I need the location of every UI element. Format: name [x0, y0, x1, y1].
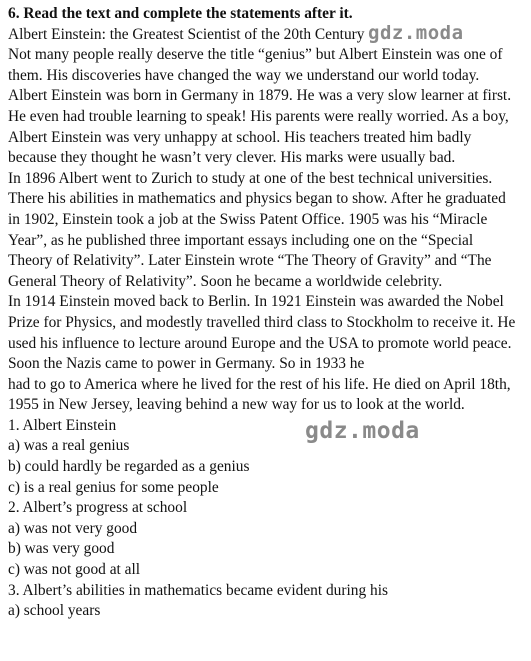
text-line: Not many people really deserve the title “genius” but Albert Einstein was one of [8, 46, 503, 64]
text-line: There his abilities in mathematics and physics began to show. After he graduated [8, 190, 506, 208]
text-line: Albert Einstein was very unhappy at school. His teachers treated him badly [8, 128, 472, 146]
text-line: General Theory of Relativity”. Soon he became a worldwide celebrity. [8, 272, 443, 290]
text-line: in 1902, Einstein took a job at the Swiss Patent Office. 1905 was his “Miracle [8, 210, 488, 228]
question-2-option-b: b) was very good [8, 540, 115, 558]
text-line: them. His discoveries have changed the way we understand our world today. [8, 66, 480, 84]
text-line: Albert Einstein was born in Germany in 1879. He was a very slow learner at first. [8, 87, 512, 105]
exercise-heading: 6. Read the text and complete the statements after it. [8, 5, 353, 22]
text-line: Year”, as he published three important essays including one on the “Special [8, 231, 474, 249]
question-3-option-a: a) school years [8, 602, 101, 620]
question-1-option-b: b) could hardly be regarded as a genius [8, 458, 250, 476]
watermark-middle: gdz.moda [305, 418, 420, 444]
question-2-option-a: a) was not very good [8, 519, 138, 537]
text-line: In 1896 Albert went to Zurich to study at one of the best technical universities. [8, 169, 493, 187]
text-line: because they thought he wasn’t very clever. His marks were usually bad. [8, 149, 456, 167]
text-line: Prize for Physics, and modestly travelled third class to Stockholm to receive it. He [8, 313, 516, 331]
text-line: Theory of Relativity”. Later Einstein wrote “The Theory of Gravity” and “The [8, 252, 492, 270]
question-2-option-c: c) was not good at all [8, 561, 141, 579]
text-line: 1955 in New Jersey, leaving behind a new way for us to look at the world. [8, 396, 465, 414]
article-title: Albert Einstein: the Greatest Scientist of the 20th Century [8, 25, 365, 43]
question-1-stem: 1. Albert Einstein [8, 416, 117, 434]
question-1-option-a: a) was a real genius [8, 437, 130, 455]
text-line: had to go to America where he lived for the rest of his life. He died on April 18th, [8, 375, 511, 393]
watermark-top: gdz.moda [368, 22, 464, 44]
exercise-page [8, 4, 524, 622]
text-line: In 1914 Einstein moved back to Berlin. In 1921 Einstein was awarded the Nobel [8, 293, 504, 311]
text-line: He even had trouble learning to speak! His parents were really worried. As a boy, [8, 107, 509, 125]
question-1-option-c: c) is a real genius for some people [8, 478, 219, 496]
text-line: Soon the Nazis came to power in Germany. So in 1933 he [8, 355, 365, 373]
question-3-stem: 3. Albert’s abilities in mathematics became evident during his [8, 581, 388, 599]
text-body [8, 45, 524, 622]
text-line: used his influence to lecture around Europe and the USA to promote world peace. [8, 334, 512, 352]
question-2-stem: 2. Albert’s progress at school [8, 499, 188, 517]
